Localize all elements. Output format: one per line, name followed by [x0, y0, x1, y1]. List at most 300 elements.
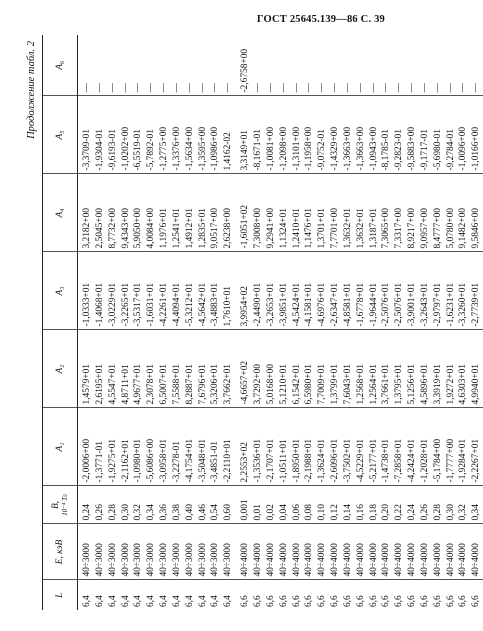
- header-row: [43, 35, 78, 610]
- cell-a6: [78, 35, 236, 96]
- cell-value: 5,1256+01: [407, 364, 418, 405]
- cell-value: 0,30: [445, 504, 456, 521]
- cell-a3: [78, 252, 236, 330]
- cell-value: —: [304, 83, 315, 93]
- cell-value: 6,6: [432, 595, 443, 607]
- cell-value: 8,4777+00: [432, 208, 443, 249]
- cell-a1: [78, 408, 236, 486]
- table-row-group: [235, 35, 483, 610]
- cell-value: -1,2098+00: [278, 126, 289, 171]
- data-table: [42, 35, 483, 610]
- cell-value: -9,2784-01: [445, 129, 456, 171]
- col-header-B: [43, 486, 78, 524]
- cell-value: -8,1671-01: [252, 129, 263, 171]
- cell-value: -1,3376+00: [171, 126, 182, 171]
- cell-value: 6,4: [120, 595, 131, 607]
- cell-value: -1,0202+00: [120, 126, 131, 171]
- cell-value: 40÷4000: [407, 543, 418, 577]
- cell-value: -1,0980+01: [133, 438, 144, 483]
- cell-value: 1,2564+01: [368, 364, 379, 405]
- cell-value: -1,9275+01: [107, 438, 118, 483]
- cell-value: -5,3212+01: [184, 282, 195, 327]
- cell-a4: [235, 174, 483, 252]
- cell-value: -5,6980-01: [432, 129, 443, 171]
- cell-value: -4,2261+01: [159, 282, 170, 327]
- col-header-A4: A₄: [43, 174, 78, 252]
- cell-value: -4,5642+01: [197, 282, 208, 327]
- cell-value: -1,0081+00: [265, 126, 276, 171]
- cell-value: —: [265, 83, 276, 93]
- cell-value: 6,6: [265, 595, 276, 607]
- cell-value: 0,16: [355, 504, 366, 521]
- cell-value: 1,4162-02: [223, 132, 234, 171]
- cell-value: 40÷4000: [394, 543, 405, 577]
- cell-value: —: [291, 83, 302, 93]
- cell-value: 3,7292+00: [252, 364, 263, 405]
- cell-value: 3,2182+00: [82, 208, 92, 249]
- cell-value: 2,6195+01: [94, 364, 105, 405]
- cell-value: —: [171, 83, 182, 93]
- cell-value: 6,4: [171, 595, 182, 607]
- cell-value: 40÷4000: [252, 543, 263, 577]
- cell-value: 0,20: [381, 504, 392, 521]
- cell-value: 8,9217+00: [407, 208, 418, 249]
- cell-value: 3,3919+01: [432, 364, 443, 405]
- cell-value: 40÷4000: [317, 543, 328, 577]
- cell-value: 6,4: [159, 595, 170, 607]
- cell-value: 0,40: [184, 504, 195, 521]
- cell-value: 5,3206+01: [210, 364, 221, 405]
- cell-value: 9,2941+00: [265, 208, 276, 249]
- cell-value: 5,9050+00: [133, 208, 144, 249]
- cell-value: -9,6193-01: [107, 129, 118, 171]
- cell-value: -2,2267+01: [471, 438, 482, 483]
- cell-value: 40÷3000: [146, 543, 157, 577]
- cell-value: 0,04: [278, 504, 289, 521]
- cell-value: 6,6: [252, 595, 263, 607]
- cell-value: -1,6051+02: [240, 204, 251, 249]
- cell-value: -1,0986+00: [210, 126, 221, 171]
- cell-value: 6,6: [368, 595, 379, 607]
- cell-value: 40÷3000: [133, 543, 144, 577]
- cell-value: -1,9644+01: [368, 282, 379, 327]
- cell-a2: [235, 330, 483, 408]
- cell-value: 6,1542+01: [291, 364, 302, 405]
- cell-value: -3,2643+01: [419, 282, 430, 327]
- cell-value: 9,5846+00: [471, 208, 482, 249]
- cell-value: -2,7739+01: [471, 282, 482, 327]
- cell-value: 0,14: [342, 504, 353, 521]
- cell-value: 0,28: [432, 504, 443, 521]
- cell-value: -9,2823-01: [394, 129, 405, 171]
- cell-value: -1,4329+00: [330, 126, 341, 171]
- cell-value: 4,9940+01: [471, 364, 482, 405]
- cell-value: -5,2177+01: [368, 438, 379, 483]
- cell-value: 1,3632+01: [355, 208, 366, 249]
- cell-value: 40÷4000: [419, 543, 430, 577]
- cell-value: -4,4094+01: [171, 282, 182, 327]
- cell-value: 6,4: [210, 595, 221, 607]
- cell-value: 6,6: [419, 595, 430, 607]
- cell-value: —: [355, 83, 366, 93]
- cell-value: 1,7610+01: [223, 286, 234, 327]
- cell-value: 40÷4000: [355, 543, 366, 577]
- cell-value: 7,3008+00: [252, 208, 263, 249]
- cell-value: -2,6758+00: [240, 48, 251, 93]
- cell-value: 0,12: [330, 504, 341, 521]
- cell-value: 6,6: [471, 595, 482, 607]
- cell-value: 40÷4000: [330, 543, 341, 577]
- cell-value: -4,6657+02: [240, 360, 251, 405]
- cell-value: 0,24: [407, 504, 418, 521]
- cell-value: 40÷4000: [342, 543, 353, 577]
- cell-value: 40÷4000: [381, 543, 392, 577]
- cell-value: -3,7502+01: [342, 438, 353, 483]
- cell-value: -1,2028+01: [419, 438, 430, 483]
- cell-value: -1,9284+01: [458, 438, 469, 483]
- col-header-A3: A₃: [43, 252, 78, 330]
- cell-value: 0,24: [82, 504, 92, 521]
- cell-value: 6,4: [133, 595, 144, 607]
- cell-value: 6,4: [146, 595, 157, 607]
- cell-value: 0,36: [159, 504, 170, 521]
- cell-value: -1,4738+01: [381, 438, 392, 483]
- cell-value: —: [133, 83, 144, 93]
- cell-l: [235, 580, 483, 610]
- cell-value: 7,3317+00: [394, 208, 405, 249]
- cell-value: -1,3101+00: [291, 126, 302, 171]
- cell-value: 0,22: [394, 504, 405, 521]
- cell-value: 1,3701+01: [317, 208, 328, 249]
- cell-value: -1,3595+00: [197, 126, 208, 171]
- cell-value: -5,1784+00: [432, 438, 443, 483]
- cell-value: 40÷4000: [265, 543, 276, 577]
- col-header-B-unit: 10⁻⁴ Тл: [61, 494, 69, 516]
- cell-value: 40÷4000: [291, 543, 302, 577]
- cell-value: -2,0006+00: [82, 438, 92, 483]
- cell-value: 6,4: [184, 595, 195, 607]
- cell-value: —: [445, 83, 456, 93]
- cell-value: 0,30: [120, 504, 131, 521]
- cell-a6: [235, 35, 483, 96]
- cell-b: [235, 486, 483, 524]
- cell-value: 0,54: [210, 504, 221, 521]
- cell-value: 0,08: [304, 504, 315, 521]
- cell-value: 4,0084+00: [146, 208, 157, 249]
- cell-value: -3,9001+01: [407, 282, 418, 327]
- cell-value: —: [330, 83, 341, 93]
- cell-value: —: [210, 83, 221, 93]
- cell-value: 0,38: [171, 504, 182, 521]
- cell-value: 2,2553+02: [240, 442, 251, 483]
- cell-value: 0,06: [291, 504, 302, 521]
- cell-value: -9,5883+00: [407, 126, 418, 171]
- cell-value: 8,7732+00: [107, 208, 118, 249]
- cell-value: -2,6096+01: [330, 438, 341, 483]
- cell-value: -5,6086+00: [146, 438, 157, 483]
- cell-value: —: [394, 83, 405, 93]
- cell-value: 40÷3000: [159, 543, 170, 577]
- cell-value: -3,0229+01: [107, 282, 118, 327]
- cell-value: —: [120, 83, 131, 93]
- cell-value: 0,34: [146, 504, 157, 521]
- cell-value: 6,6: [458, 595, 469, 607]
- cell-a5: [235, 96, 483, 174]
- cell-value: -2,1162+01: [120, 439, 131, 483]
- table-continuation-label: Продолжение табл. 2: [26, 41, 37, 139]
- cell-value: 6,6: [278, 595, 289, 607]
- cell-a3: [235, 252, 483, 330]
- cell-value: 40÷3000: [171, 543, 182, 577]
- cell-value: -9,1717-01: [419, 129, 430, 171]
- cell-value: 9,0517+00: [210, 208, 221, 249]
- cell-value: 7,6043+01: [342, 364, 353, 405]
- cell-a4: [78, 174, 236, 252]
- cell-value: 6,4: [223, 595, 234, 607]
- cell-value: 6,5007+01: [159, 364, 170, 405]
- cell-value: 40÷4000: [368, 543, 379, 577]
- cell-value: 4,8711+01: [120, 364, 131, 405]
- cell-value: —: [278, 83, 289, 93]
- cell-value: 9,0957+00: [419, 208, 430, 249]
- page-header: ГОСТ 25645.139—86 С. 39: [256, 14, 385, 25]
- cell-value: 0,10: [317, 504, 328, 521]
- cell-value: 1,2568+01: [355, 364, 366, 405]
- cell-value: 40÷4000: [445, 543, 456, 577]
- cell-value: —: [159, 83, 170, 93]
- cell-value: —: [368, 83, 379, 93]
- cell-value: -2,6347+01: [330, 282, 341, 327]
- cell-value: 1,2541+01: [171, 208, 182, 249]
- cell-value: 6,6: [317, 595, 328, 607]
- cell-value: 1,1476+01: [304, 208, 315, 249]
- cell-value: 40÷4000: [471, 543, 482, 577]
- col-header-A5: A₅: [43, 96, 78, 174]
- cell-value: 0,34: [471, 504, 482, 521]
- cell-value: -4,8581+01: [342, 282, 353, 327]
- cell-value: 40÷3000: [120, 543, 131, 577]
- cell-value: —: [252, 83, 263, 93]
- col-header-L: L: [43, 580, 78, 610]
- cell-value: 2,6238+00: [223, 208, 234, 249]
- cell-value: —: [82, 83, 92, 93]
- cell-value: 9,1482+00: [458, 208, 469, 249]
- cell-value: 5,1210+01: [278, 364, 289, 405]
- cell-value: -1,3771-01: [94, 441, 105, 483]
- cell-value: 40÷3000: [184, 543, 195, 577]
- cell-value: 6,6: [240, 595, 251, 607]
- col-header-A2: A₂: [43, 330, 78, 408]
- cell-value: 0,28: [107, 504, 118, 521]
- cell-value: 6,4: [197, 595, 208, 607]
- cell-value: —: [407, 83, 418, 93]
- cell-value: —: [419, 83, 430, 93]
- cell-value: -4,5229+01: [355, 438, 366, 483]
- cell-value: -8,1785-01: [381, 129, 392, 171]
- cell-value: -1,0096+00: [458, 126, 469, 171]
- cell-value: —: [381, 83, 392, 93]
- cell-value: -2,5076+01: [381, 282, 392, 327]
- cell-value: -1,3536+01: [252, 438, 263, 483]
- cell-value: -1,3624+01: [317, 438, 328, 483]
- cell-value: 40÷4000: [432, 543, 443, 577]
- cell-value: -3,9851+01: [278, 282, 289, 327]
- cell-value: 1,4579+01: [82, 364, 92, 405]
- cell-e: [78, 524, 236, 580]
- cell-value: -3,5048+01: [197, 438, 208, 483]
- cell-value: —: [107, 83, 118, 93]
- cell-value: 7,3065+00: [381, 208, 392, 249]
- cell-value: 8,2887+01: [184, 364, 195, 405]
- cell-value: 40÷3000: [210, 543, 221, 577]
- cell-value: -1,3663+00: [355, 126, 366, 171]
- cell-value: —: [458, 83, 469, 93]
- cell-value: 6,6: [355, 595, 366, 607]
- table-body: [78, 35, 483, 610]
- cell-value: -3,2278-01: [171, 441, 182, 483]
- cell-value: -1,0333+01: [82, 282, 92, 327]
- cell-value: 6,6: [342, 595, 353, 607]
- cell-value: 6,6: [304, 595, 315, 607]
- cell-value: 3,3149+01: [240, 130, 251, 171]
- cell-value: -5,7892-01: [146, 129, 157, 171]
- cell-value: -1,9304-01: [94, 129, 105, 171]
- cell-value: 40÷4000: [304, 543, 315, 577]
- col-header-B-main: B,: [51, 500, 61, 510]
- cell-value: 4,9677+01: [133, 364, 144, 405]
- cell-value: 0,001: [240, 499, 251, 521]
- cell-value: 0,32: [458, 504, 469, 521]
- cell-value: 3,7661+01: [381, 364, 392, 405]
- cell-value: -3,4851-01: [210, 441, 221, 483]
- cell-value: 40÷3000: [223, 543, 234, 577]
- cell-value: 7,7701+00: [330, 208, 341, 249]
- cell-value: 1,9272+01: [445, 364, 456, 405]
- cell-value: 5,0780+00: [445, 208, 456, 249]
- cell-value: 40÷3000: [82, 543, 92, 577]
- col-header-A1: A₁: [43, 408, 78, 486]
- cell-value: -3,5317+01: [133, 282, 144, 327]
- cell-value: 6,5980+01: [304, 364, 315, 405]
- cell-value: —: [342, 83, 353, 93]
- cell-value: 0,01: [252, 504, 263, 521]
- cell-value: -1,6778+01: [355, 282, 366, 327]
- cell-value: 6,6: [445, 595, 456, 607]
- cell-value: 4,6303+01: [458, 364, 469, 405]
- cell-value: 1,4912+01: [184, 208, 195, 249]
- cell-value: -1,0511+01: [278, 439, 289, 483]
- cell-value: -2,5076+01: [394, 282, 405, 327]
- cell-value: —: [146, 83, 157, 93]
- cell-value: —: [223, 83, 234, 93]
- cell-value: -4,2424+01: [407, 438, 418, 483]
- cell-value: -3,3709-01: [82, 129, 92, 171]
- cell-value: -2,1707+01: [265, 438, 276, 483]
- table-block: [24, 35, 482, 610]
- cell-value: -1,4068+01: [94, 282, 105, 327]
- cell-value: -4,1581+01: [304, 282, 315, 327]
- cell-value: -2,2110+01: [223, 439, 234, 483]
- cell-value: -4,5424+01: [291, 282, 302, 327]
- cell-value: -3,4883+01: [210, 282, 221, 327]
- col-header-E: E, кэВ: [43, 524, 78, 580]
- cell-value: -7,2858+01: [394, 438, 405, 483]
- cell-value: 7,6796+01: [197, 364, 208, 405]
- cell-a1: [235, 408, 483, 486]
- cell-value: 6,6: [291, 595, 302, 607]
- cell-value: 9,4343+00: [120, 208, 131, 249]
- cell-value: 7,5588+01: [171, 364, 182, 405]
- cell-value: 7,7009+01: [317, 364, 328, 405]
- cell-value: 40÷3000: [94, 543, 105, 577]
- cell-value: 6,6: [394, 595, 405, 607]
- cell-value: 4,5547+01: [107, 364, 118, 405]
- cell-value: —: [471, 83, 482, 93]
- cell-value: 0,60: [223, 504, 234, 521]
- cell-value: 0,32: [133, 504, 144, 521]
- cell-value: 3,7662+01: [223, 364, 234, 405]
- cell-value: -1,7777+00: [445, 438, 456, 483]
- cell-value: -1,1958+00: [304, 126, 315, 171]
- cell-value: 6,4: [82, 595, 92, 607]
- cell-value: 1,1324+01: [278, 208, 289, 249]
- cell-a5: [78, 96, 236, 174]
- cell-value: 40÷3000: [197, 543, 208, 577]
- cell-value: 1,2835+01: [197, 208, 208, 249]
- cell-value: 1,3632+01: [342, 208, 353, 249]
- cell-value: 6,4: [107, 595, 118, 607]
- cell-value: 0,26: [419, 504, 430, 521]
- cell-value: -1,0943+00: [368, 126, 379, 171]
- cell-value: -3,2265+01: [120, 282, 131, 327]
- table-row-group: [78, 35, 236, 610]
- cell-value: -1,6031+01: [146, 282, 157, 327]
- cell-b: [78, 486, 236, 524]
- cell-value: 0,26: [94, 504, 105, 521]
- cell-l: [78, 580, 236, 610]
- cell-value: —: [317, 83, 328, 93]
- cell-value: 1,3187+01: [368, 208, 379, 249]
- cell-value: 0,46: [197, 504, 208, 521]
- cell-value: 1,3795+01: [394, 364, 405, 405]
- cell-value: -3,0958+01: [159, 438, 170, 483]
- cell-value: 40÷4000: [278, 543, 289, 577]
- cell-value: -2,4490+01: [252, 282, 263, 327]
- cell-value: 2,3078+01: [146, 364, 157, 405]
- cell-a2: [78, 330, 236, 408]
- col-header-A6: A₆: [43, 35, 78, 96]
- cell-value: 0,02: [265, 504, 276, 521]
- cell-value: -1,3663+00: [342, 126, 353, 171]
- cell-value: 1,2410+01: [291, 208, 302, 249]
- cell-value: 6,6: [381, 595, 392, 607]
- cell-value: —: [432, 83, 443, 93]
- cell-value: -1,8950+01: [291, 438, 302, 483]
- cell-value: 4,5896+01: [419, 364, 430, 405]
- cell-value: —: [94, 83, 105, 93]
- cell-value: -2,1988+01: [304, 438, 315, 483]
- cell-value: -4,1754+01: [184, 438, 195, 483]
- cell-value: -1,0166+00: [471, 126, 482, 171]
- cell-value: -1,6231+01: [445, 282, 456, 327]
- cell-value: 5,0168+00: [265, 364, 276, 405]
- cell-value: -1,5634+00: [184, 126, 195, 171]
- cell-value: 6,6: [330, 595, 341, 607]
- cell-value: -3,2653+01: [265, 282, 276, 327]
- cell-value: 6,4: [94, 595, 105, 607]
- cell-value: 3,9954+02: [240, 286, 251, 327]
- cell-value: 1,1976+01: [159, 208, 170, 249]
